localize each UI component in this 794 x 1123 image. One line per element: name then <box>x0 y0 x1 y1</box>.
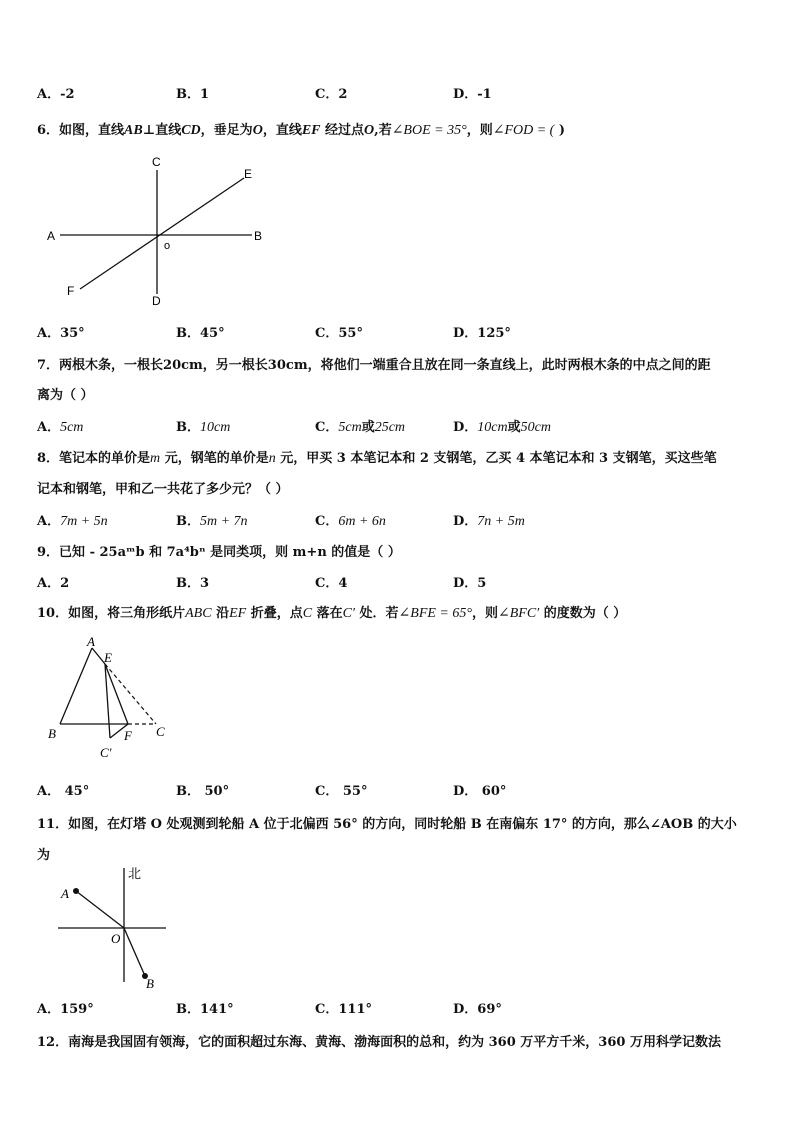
q7-stem-line2: 离为（ ） <box>37 388 94 403</box>
q9-option-a: A．2 <box>37 576 70 591</box>
label-a: A <box>61 886 69 901</box>
q10-option-a: A． 45° <box>37 784 90 799</box>
q9-option-d: D．5 <box>453 576 487 591</box>
q6-stem: 6．如图，直线AB⊥直线CD，垂足为O，直线EF 经过点O,若∠BOE = 35°，则∠FOD = ( ) <box>37 123 566 138</box>
q6-option-a: A．35° <box>37 326 85 341</box>
side-ab <box>60 648 92 724</box>
q10-stem: 10．如图，将三角形纸片ABC 沿EF 折叠，点C 落在C′ 处．若∠BFE = 65°，则∠BFC′ 的度数为（ ） <box>37 606 627 621</box>
label-e: E <box>104 650 112 665</box>
ray-ob <box>124 928 145 976</box>
q5-option-d: D．-1 <box>453 87 492 102</box>
q8-stem-line1: 8．笔记本的单价是m 元，钢笔的单价是n 元，甲买 3 本笔记本和 2 支钢笔，乙买 4 本笔记本和 3 支钢笔，买这些笔 <box>37 451 717 466</box>
label-north: 北 <box>128 867 142 882</box>
q8-option-a: A．7m + 5n <box>37 514 108 529</box>
q11-option-a: A．159° <box>37 1002 94 1017</box>
q8-stem-line2: 记本和钢笔，甲和乙一共花了多少元？（ ） <box>37 482 289 497</box>
q5-option-a: A．-2 <box>37 87 75 102</box>
label-c: C <box>156 724 165 739</box>
q7-option-a: A．5cm <box>37 420 84 435</box>
line-ef <box>80 178 244 289</box>
label-a: A <box>87 634 95 649</box>
q6-option-c: C．55° <box>315 326 363 341</box>
q10-option-d: D． 60° <box>453 784 507 799</box>
q10-option-b: B． 50° <box>176 784 230 799</box>
q10-figure <box>40 634 190 764</box>
q8-option-c: C．6m + 6n <box>315 514 386 529</box>
q7-option-b: B．10cm <box>176 420 231 435</box>
q11-stem-line2: 为 <box>37 848 51 863</box>
q11-option-c: C．111° <box>315 1002 372 1017</box>
q6-option-d: D．125° <box>453 326 511 341</box>
label-c: C <box>152 155 161 169</box>
q7-stem-line1: 7．两根木条，一根长20cm，另一根长30cm，将他们一端重合且放在同一条直线上，此时两根木条的中点之间的距 <box>37 358 711 373</box>
q7-option-d: D．10cm或50cm <box>453 420 551 435</box>
label-b: B <box>48 726 56 741</box>
dashed-ec <box>105 664 156 724</box>
q11-option-d: D．69° <box>453 1002 502 1017</box>
label-b: B <box>254 229 263 243</box>
q11-option-b: B．141° <box>176 1002 234 1017</box>
label-f: F <box>124 728 132 743</box>
label-f: F <box>67 284 75 298</box>
ray-oa <box>76 891 124 928</box>
label-d: D <box>152 294 161 308</box>
label-a: A <box>47 229 56 243</box>
q9-option-b: B．3 <box>176 576 210 591</box>
q5-option-c: C．2 <box>315 87 348 102</box>
q11-figure <box>50 862 180 992</box>
point-a <box>73 888 79 894</box>
label-o: o <box>164 240 171 252</box>
q11-stem-line1: 11．如图，在灯塔 O 处观测到轮船 A 位于北偏西 56° 的方向，同时轮船 B 在南偏东 17° 的方向，那么∠AOB 的大小 <box>37 817 737 832</box>
q6-figure <box>40 152 280 312</box>
q12-stem-line1: 12．南海是我国固有领海，它的面积超过东海、黄海、渤海面积的总和，约为 360 万平方千米，360 万用科学记数法 <box>37 1035 721 1050</box>
label-b: B <box>146 976 154 991</box>
label-c-prime: C′ <box>100 745 112 760</box>
label-o: O <box>111 931 121 946</box>
q9-stem: 9．已知 - 25aᵐb 和 7a⁴bⁿ 是同类项，则 m+n 的值是（ ） <box>37 545 401 560</box>
q7-option-c: C．5cm或25cm <box>315 420 406 435</box>
q6-option-b: B．45° <box>176 326 225 341</box>
q5-option-b: B．1 <box>176 87 210 102</box>
q8-option-d: D．7n + 5m <box>453 514 525 529</box>
label-e: E <box>244 167 253 181</box>
q9-option-c: C．4 <box>315 576 348 591</box>
q8-option-b: B．5m + 7n <box>176 514 248 529</box>
q10-option-c: C． 55° <box>315 784 368 799</box>
